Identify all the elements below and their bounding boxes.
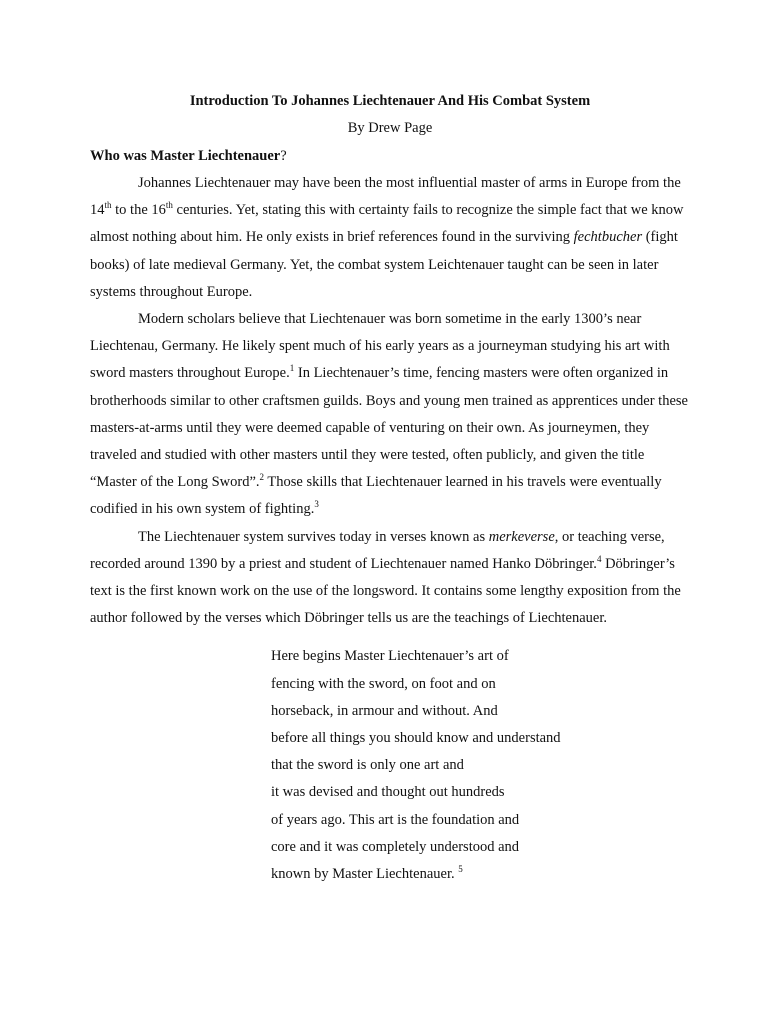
footnote-ref-4: 4 bbox=[596, 554, 602, 565]
p1-text-d: (fight books) of late medieval Germany. Yet, the combat system Leichtenauer taught can be seen in later systems throughout Europe. bbox=[90, 229, 678, 300]
verse-line: of years ago. This art is the foundation and bbox=[271, 811, 520, 828]
section-heading bbox=[90, 147, 690, 165]
verse-line: horseback, in armour and without. And bbox=[271, 702, 498, 719]
p1-sup-2: th bbox=[165, 200, 173, 211]
verse-line: core and it was completely understood and bbox=[271, 838, 520, 855]
footnote-ref-1: 1 bbox=[289, 363, 295, 374]
p1-text-c: centuries. Yet, stating this with certainty fails to recognize the simple fact that we know almost nothing about him. He only exists in brief references found in the surviving bbox=[90, 202, 684, 246]
p1-sup-1: th bbox=[104, 200, 112, 211]
footnote-ref-2: 2 bbox=[259, 472, 265, 483]
p2-text-c: Those skills that Liechtenauer learned in his travels were eventually codified in his own system of fighting. bbox=[90, 474, 662, 518]
footnote-ref-3: 3 bbox=[314, 499, 319, 510]
p1-text-b: to the 16 bbox=[111, 202, 166, 219]
section-heading-text: Who was Master Liechtenauer bbox=[90, 148, 281, 164]
p2-text-a: Modern scholars believe that Liechtenauer was born sometime in the early 1300’s near Liechtenau, Germany. He likely spent much of his early years as a journeyman studying his art with sword masters throughout Europe. bbox=[90, 311, 670, 382]
p3-text-b: , or teaching verse, recorded around 1390 by a priest and student of Liechtenauer named Hanko Döbringer. bbox=[90, 528, 665, 572]
verse-line: it was devised and thought out hundreds bbox=[271, 784, 505, 801]
verse-line: Here begins Master Liechtenauer’s art of bbox=[271, 648, 509, 665]
block-quote-verse bbox=[271, 643, 690, 888]
verse-line-last bbox=[271, 861, 690, 888]
p3-italic: merkeverse bbox=[488, 528, 555, 545]
verse-line: fencing with the sword, on foot and on bbox=[271, 675, 496, 692]
byline: By Drew Page bbox=[347, 120, 433, 136]
verse-line: before all things you should know and understand bbox=[271, 730, 561, 747]
paragraph-1 bbox=[90, 170, 690, 306]
section-heading-mark: ? bbox=[280, 148, 287, 164]
paragraph-3 bbox=[90, 524, 690, 633]
p1-italic: fechtbucher bbox=[573, 229, 643, 246]
p1-text-a: Johannes Liechtenauer may have been the most influential master of arms in Europe from the 14 bbox=[90, 175, 681, 219]
verse-line-text: known by Master Liechtenauer. bbox=[271, 866, 455, 883]
verse-line: that the sword is only one art and bbox=[271, 757, 464, 774]
footnote-ref-5: 5 bbox=[458, 864, 463, 875]
paragraph-2 bbox=[90, 306, 690, 524]
p2-text-b: In Liechtenauer’s time, fencing masters were often organized in brotherhoods similar to other craftsmen guilds. Boys and young men trained as apprentices under these masters-at-arms until they were deemed capable of venturing on their own. As journeymen, they traveled and studied with other masters until they were tested, often publicly, and given the title “Master of the Long Sword”. bbox=[90, 365, 688, 491]
document-title: Introduction To Johannes Liechtenauer And His Combat System bbox=[189, 93, 591, 109]
p3-text-a: The Liechtenauer system survives today in verses known as bbox=[138, 528, 489, 545]
p3-text-c: Döbringer’s text is the first known work on the use of the longsword. It contains some lengthy exposition from the author followed by the verses which Döbringer tells us are the teachings of Liechtenauer. bbox=[90, 555, 681, 627]
